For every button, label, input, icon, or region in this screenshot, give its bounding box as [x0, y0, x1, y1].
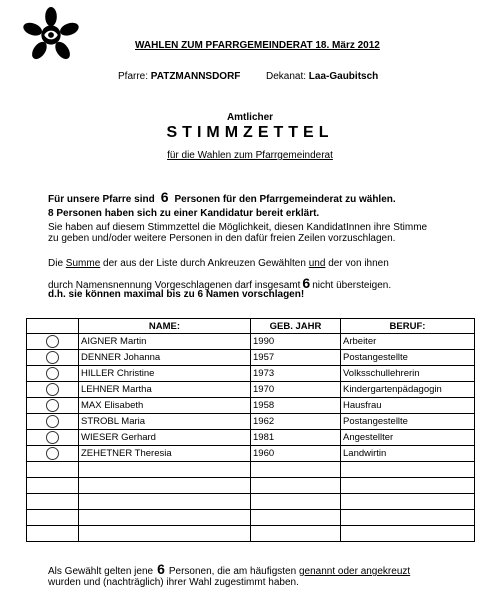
max-post: nicht übersteigen.: [312, 280, 392, 291]
sum-word: Summe: [65, 258, 101, 269]
seats-line: [48, 189, 396, 205]
write-in-job[interactable]: [341, 494, 475, 510]
candidate-birth-year: 1957: [251, 350, 341, 366]
vote-circle-icon[interactable]: [46, 415, 59, 428]
sum-line: [48, 258, 389, 269]
footer-mid: Personen, die am häufigsten: [168, 566, 297, 577]
vote-cell: [27, 350, 79, 366]
write-in-job[interactable]: [341, 478, 475, 494]
vote-circle-icon[interactable]: [46, 351, 59, 364]
candidate-name: LEHNER Martha: [79, 382, 251, 398]
candidate-row: [27, 334, 475, 350]
sum-und: und: [308, 258, 326, 269]
seats-count: 6: [160, 189, 169, 205]
seats-line-pre: Für unsere Pfarre sind: [48, 194, 155, 205]
write-in-blank: [27, 462, 79, 478]
write-in-name[interactable]: [79, 526, 251, 542]
write-in-blank: [27, 478, 79, 494]
vote-cell: [27, 382, 79, 398]
candidate-name: ZEHETNER Theresia: [79, 446, 251, 462]
candidate-birth-year: 1962: [251, 414, 341, 430]
write-in-job[interactable]: [341, 526, 475, 542]
candidate-name: MAX Elisabeth: [79, 398, 251, 414]
write-in-row: [27, 478, 475, 494]
candidate-row: [27, 430, 475, 446]
max-count: 6: [302, 275, 311, 291]
parish-line: [118, 71, 378, 82]
write-in-year[interactable]: [251, 510, 341, 526]
write-in-row: [27, 494, 475, 510]
parish-logo: [22, 6, 80, 64]
candidate-name: DENNER Johanna: [79, 350, 251, 366]
write-in-year[interactable]: [251, 462, 341, 478]
write-in-row: [27, 462, 475, 478]
footer-count: 6: [157, 561, 165, 577]
footer-line-2: wurden und (nachträglich) ihrer Wahl zugestimmt haben.: [48, 577, 299, 588]
candidates-line: 8 Personen haben sich zu einer Kandidatur bereit erklärt.: [48, 208, 320, 219]
candidate-row: [27, 382, 475, 398]
footer-underlined: genannt oder angekreuzt: [298, 566, 411, 577]
vote-circle-icon[interactable]: [46, 383, 59, 396]
name-header: NAME:: [79, 319, 251, 334]
candidate-occupation: Landwirtin: [341, 446, 475, 462]
vote-circle-icon[interactable]: [46, 447, 59, 460]
write-in-name[interactable]: [79, 510, 251, 526]
candidate-row: [27, 366, 475, 382]
write-in-year[interactable]: [251, 478, 341, 494]
seats-line-post: Personen für den Pfarrgemeinderat zu wählen.: [174, 194, 396, 205]
ballot-table: [26, 318, 475, 542]
candidate-name: HILLER Christine: [79, 366, 251, 382]
write-in-name[interactable]: [79, 478, 251, 494]
candidate-birth-year: 1990: [251, 334, 341, 350]
ballot-subtitle: für die Wahlen zum Pfarrgemeinderat: [167, 150, 333, 161]
write-in-blank: [27, 510, 79, 526]
parish-label: Pfarre:: [118, 71, 149, 82]
parish-value: PATZMANNSDORF: [150, 71, 241, 82]
max-pre: durch Namensnennung Vorgeschlagenen darf insgesamt: [48, 280, 301, 291]
write-in-row: [27, 526, 475, 542]
vote-circle-icon[interactable]: [46, 431, 59, 444]
vote-cell: [27, 334, 79, 350]
write-in-row: [27, 510, 475, 526]
election-header-title: WAHLEN ZUM PFARRGEMEINDERAT 18. März 2012: [135, 40, 380, 51]
sum-post: der von ihnen: [328, 258, 389, 269]
footer-line-1: [48, 561, 410, 577]
candidate-birth-year: 1970: [251, 382, 341, 398]
ballot-table-body: [27, 334, 475, 542]
dh-line: d.h. sie können maximal bis zu 6 Namen vorschlagen!: [48, 289, 305, 300]
vote-cell: [27, 414, 79, 430]
job-header: BERUF:: [341, 319, 475, 334]
write-in-blank: [27, 494, 79, 510]
candidate-name: WIESER Gerhard: [79, 430, 251, 446]
footer-pre: Als Gewählt gelten jene: [48, 566, 154, 577]
vote-circle-icon[interactable]: [46, 399, 59, 412]
year-header: GEB. JAHR: [251, 319, 341, 334]
sum-mid: der aus der Liste durch Ankreuzen Gewählten: [103, 258, 306, 269]
vote-circle-icon[interactable]: [46, 335, 59, 348]
candidate-row: [27, 398, 475, 414]
candidate-name: AIGNER Martin: [79, 334, 251, 350]
deanery-value: Laa-Gaubitsch: [308, 71, 379, 82]
candidate-birth-year: 1960: [251, 446, 341, 462]
write-in-blank: [27, 526, 79, 542]
candidate-occupation: Arbeiter: [341, 334, 475, 350]
deanery-label: Dekanat:: [265, 71, 307, 82]
vote-cell: [27, 366, 79, 382]
table-header-row: [27, 319, 475, 334]
candidate-occupation: Angestellter: [341, 430, 475, 446]
candidate-row: [27, 414, 475, 430]
vote-cell: [27, 398, 79, 414]
official-label: Amtlicher: [226, 112, 274, 123]
candidate-row: [27, 446, 475, 462]
candidate-occupation: Postangestellte: [341, 414, 475, 430]
candidate-birth-year: 1981: [251, 430, 341, 446]
write-in-name[interactable]: [79, 462, 251, 478]
write-in-year[interactable]: [251, 494, 341, 510]
candidate-row: [27, 350, 475, 366]
ballot-title: STIMMZETTEL: [166, 124, 334, 141]
write-in-year[interactable]: [251, 526, 341, 542]
vote-cell: [27, 430, 79, 446]
vote-circle-icon[interactable]: [46, 367, 59, 380]
candidate-occupation: Volksschullehrerin: [341, 366, 475, 382]
instructions-paragraph: Sie haben auf diesem Stimmzettel die Möglichkeit, diesen KandidatInnen ihre Stimme zu geben und/oder weitere Personen in den dafür freien Zeilen vorzuschlagen.: [48, 222, 428, 244]
sum-pre: Die: [48, 258, 64, 269]
vote-cell: [27, 446, 79, 462]
write-in-job[interactable]: [341, 510, 475, 526]
checkbox-header: [27, 319, 79, 334]
candidate-occupation: Postangestellte: [341, 350, 475, 366]
candidate-occupation: Kindergartenpädagogin: [341, 382, 475, 398]
write-in-job[interactable]: [341, 462, 475, 478]
candidate-occupation: Hausfrau: [341, 398, 475, 414]
candidate-name: STROBL Maria: [79, 414, 251, 430]
candidate-birth-year: 1973: [251, 366, 341, 382]
write-in-name[interactable]: [79, 494, 251, 510]
candidate-birth-year: 1958: [251, 398, 341, 414]
